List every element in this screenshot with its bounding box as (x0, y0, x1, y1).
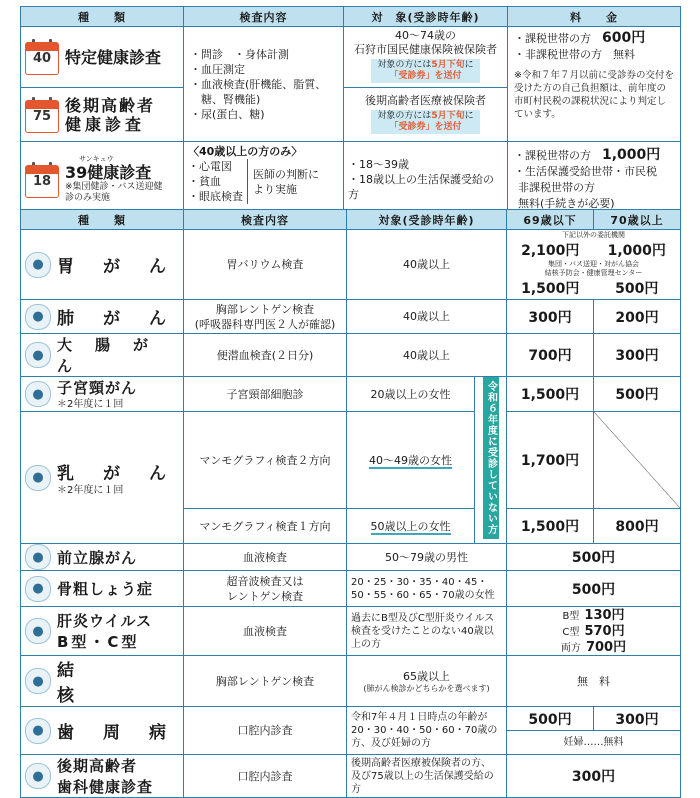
row-cervix: ● 子宮頸がん ＊2年度に１回 子宮頸部細胞診 20歳以上の女性 令和６年度に受診していない方 1,500円 500円 (21, 377, 681, 412)
row-tokutei (21, 27, 184, 88)
side-note: 令和６年度に受診していない方 (483, 377, 499, 539)
cancer-screening-table (20, 209, 681, 798)
row-bone: ● 骨粗しょう症 超音波検査又は レントゲン検査 20・25・30・35・40・45・ 50・55・60・65・70歳の女性 500円 (21, 571, 681, 607)
calendar-icon: 75 (25, 97, 59, 133)
lungs-icon: ● (25, 304, 51, 330)
health-checkup-table (20, 6, 681, 218)
tooth-icon: ● (25, 718, 51, 744)
row-hepatitis: ● 肝炎ウイルス B型・C型 血液検査 過去にB型及びC型肝炎ウイルス検査を受けたことのない40歳以上の方 B型 130円 C型 570円 両方 700円 (21, 607, 681, 656)
woman-icon: ● (25, 465, 51, 491)
tokutei-name: 特定健康診査 (65, 47, 162, 67)
target-tokutei: 40〜74歳の 石狩市国民健康保険被保険者 対象の方には5月下旬に 「受診券」を送付 (344, 27, 508, 88)
notice-box: 対象の方には5月下旬に 「受診券」を送付 (371, 59, 479, 83)
header-70: 70歳以上 (594, 210, 681, 230)
not-applicable-cell (594, 412, 681, 509)
row-dental: ● 後期高齢者 歯科健康診査 口腔内診査 後期高齢者医療被保険者の方、 及び75歳以上の生活保護受給の方 300円 (21, 755, 681, 798)
fee-39: ・課税世帯の方 1,000円 ・生活保護受給世帯・市民税 非課税世帯の方 無料(手続きが必要) (508, 142, 681, 218)
calendar-icon: 18 (25, 162, 59, 198)
optional-items: 〈40歳以上の方のみ〉 ・心電図 ・貧血 ・眼底検査 医師の判断により実施 (184, 142, 344, 218)
header-exam: 検査内容 (184, 7, 344, 27)
header-fee: 料 金 (508, 7, 681, 27)
fee-tokutei-kouki: ・課税世帯の方 600円 ・非課税世帯の方 無料 ※令和７年７月以前に受診券の交付を受けた方の自己負担額は、前年度の市町村民税の課税状況により判定しています。 (508, 27, 681, 142)
header-type: 種 類 (21, 7, 184, 27)
liver-icon: ● (25, 618, 51, 644)
row-tuberculosis: ● 結 核 胸部レントゲン検査 65歳以上 (肺がん検診かどちらかを選べます) 無 料 (21, 656, 681, 707)
calendar-icon: 40 (25, 39, 59, 75)
row-kouki: 75 後期高齢者 健康診査 (21, 88, 184, 142)
bone-icon: ● (25, 576, 51, 602)
row-39: 18 サンキュウ 39健康診査 ※集団健診・バス送迎健診のみ実施 (21, 142, 184, 218)
row-periodontal: ● 歯 周 病 口腔内診査 令和7年４月１日時点の年齢が20・30・40・50・60・70歳の方、及び妊婦の方 500円 300円 (21, 707, 681, 731)
row-stomach: ● 胃 が ん 胃バリウム検査 40歳以上 下記以外の委託機関 2,100円 1,000円 集団・バス送迎・対がん協会 結核予防会・健康管理センター 1,500円 500円 (21, 230, 681, 300)
header-exam: 検査内容 (184, 210, 347, 230)
pregnant-fee: 妊婦……無料 (507, 731, 681, 755)
header-target: 対象(受診時年齢) (347, 210, 507, 230)
target-kouki: 後期高齢者医療被保険者 対象の方には5月下旬に 「受診券」を送付 (344, 88, 508, 142)
header-target: 対 象(受診時年齢) (344, 7, 508, 27)
woman-icon: ● (25, 381, 51, 407)
intestine-icon: ● (25, 342, 51, 368)
row-colon: ● 大 腸 が ん 便潜血検査(２日分) 40歳以上 700円 300円 (21, 334, 681, 377)
row-breast-1dir: マンモグラフィ検査１方向 50歳以上の女性 1,500円 800円 (21, 509, 681, 544)
row-prostate: ● 前立腺がん 血液検査 50〜79歳の男性 500円 (21, 544, 681, 571)
notice-box: 対象の方には5月下旬に 「受診券」を送付 (371, 110, 479, 134)
stomach-icon: ● (25, 252, 51, 278)
row-lung: ● 肺 が ん 胸部レントゲン検査 (呼吸器科専門医２人が確認) 40歳以上 300円 200円 (21, 300, 681, 334)
man-icon: ● (25, 544, 51, 570)
exam-items: ・問診 ・身体計測 ・血圧測定 ・血液検査(肝機能、脂質、 糖、腎機能) ・尿(蛋白、糖) (184, 27, 344, 142)
tooth-icon: ● (25, 763, 51, 789)
row-breast-2dir: ● 乳 が ん ＊2年度に１回 マンモグラフィ検査２方向 40〜49歳の女性 1,700円 (21, 412, 681, 509)
header-type: 種 類 (21, 210, 184, 230)
header-69: 69歳以下 (507, 210, 594, 230)
target-39: ・18〜39歳 ・18歳以上の生活保護受給の方 (344, 142, 508, 218)
k39-name: 39健康診査 (65, 163, 152, 182)
lungs-icon: ● (25, 668, 51, 694)
